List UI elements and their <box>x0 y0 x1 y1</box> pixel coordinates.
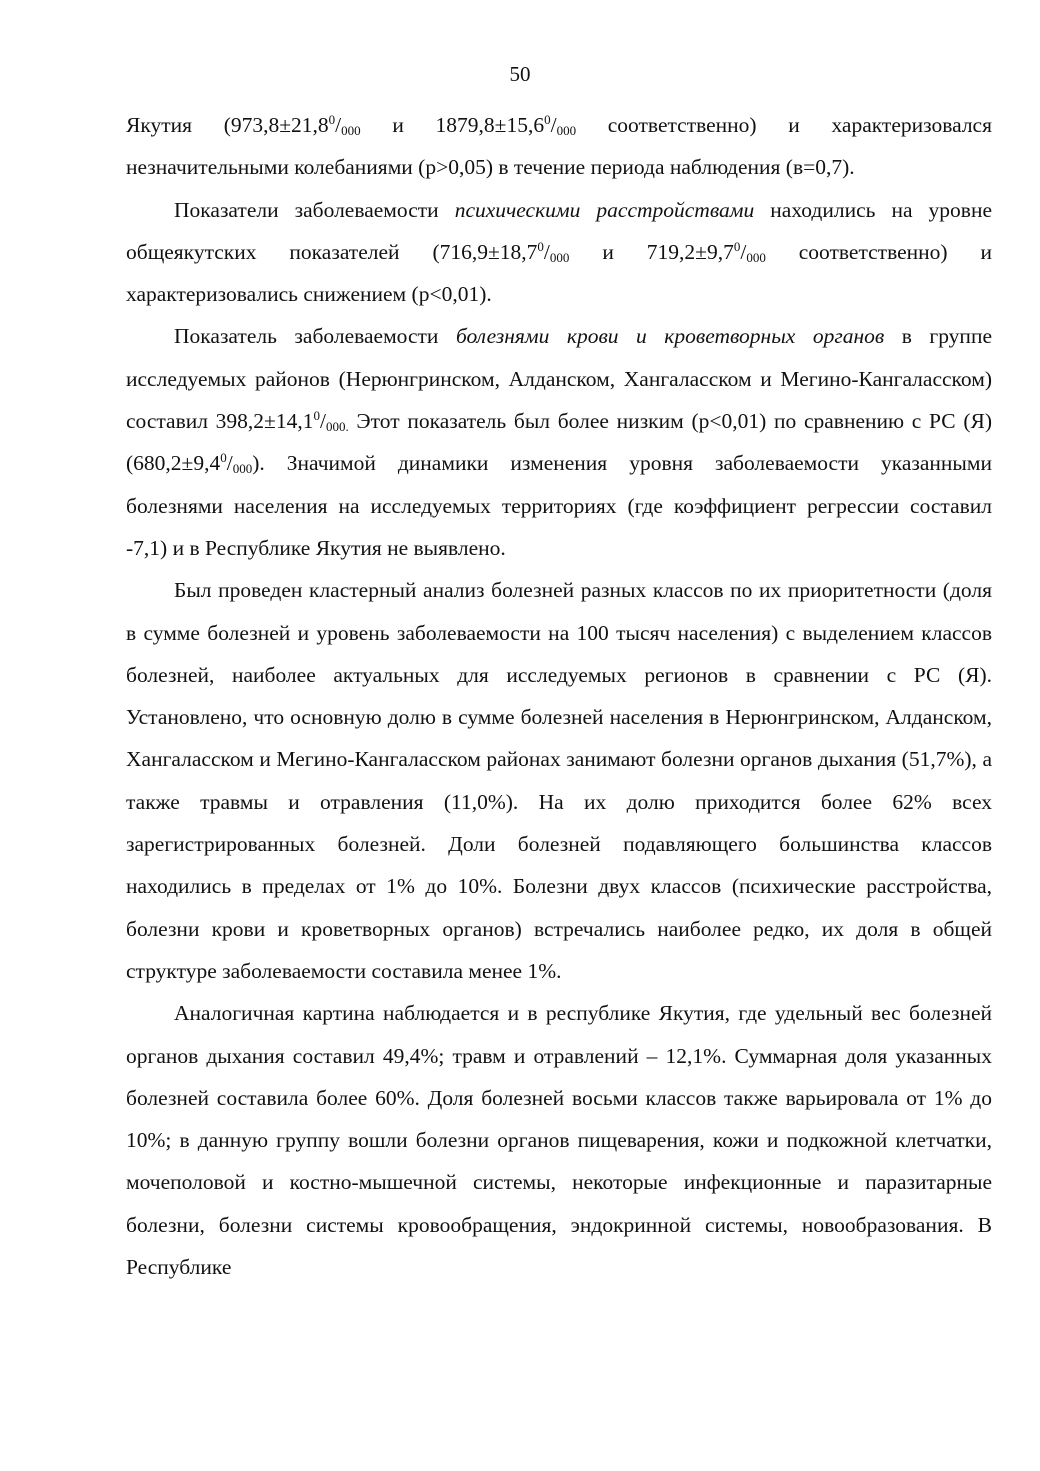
subscript: 000 <box>556 123 577 138</box>
paragraph-1 <box>126 104 992 189</box>
subscript: 000 <box>746 249 766 265</box>
page-number: 50 <box>509 62 531 86</box>
text: Показатель заболеваемости <box>174 324 456 349</box>
text: и 1879,8±15,6 <box>360 113 545 137</box>
subscript: 000 <box>341 123 361 138</box>
superscript: 0 <box>313 408 320 424</box>
text: / <box>740 239 747 264</box>
subscript: 000. <box>325 419 349 435</box>
paragraph-5: Аналогичная картина наблюдается и в республике Якутия, где удельный вес болезней органов дыхания составил 49,4%; травм и отравлений – 12,1%. Суммарная доля указанных болезней составила более 60%. Доля болезней восьми классов также варьировала от 1% до 10%; в данную группу вошли болезни органов пищеварения, кожи и подкожной клетчатки, мочеполовой и костно-мышечной системы, некоторые инфекционные и паразитарные болезни, болезни системы кровообращения, эндокринной системы, новообразования. В Республике <box>126 1001 992 1280</box>
text: и 719,2±9,7 <box>569 239 734 264</box>
superscript: 0 <box>220 450 227 466</box>
superscript: 0 <box>328 112 336 127</box>
italic-term: психическими расстройствами <box>454 197 755 222</box>
paragraph-2 <box>126 189 992 316</box>
text: соответственно) и характеризовался незначительными колебаниями (р>0,05) в течение периода наблюдения (в=0,7). <box>126 113 992 180</box>
superscript: 0 <box>733 238 741 254</box>
paragraph-4: Был проведен кластерный анализ болезней разных классов по их приоритетности (доля в сумме болезней и уровень заболеваемости на 100 тысяч населения) с выделением классов болезней, наиболее актуальных для исследуемых регионов в сравнении с РС (Я). Установлено, что основную долю в сумме болезней населения в Нерюнгринском, Алданском, Хангаласском и Мегино-Кангаласском районах занимают болезни органов дыхания (51,7%), а также травмы и отравления (11,0%). На их долю приходится более 62% всех зарегистрированных болезней. Доли болезней подавляющего большинства классов находились в пределах от 1% до 10%. Болезни двух классов (психические расстройства, болезни крови и кроветворных органов) встречались наиболее редко, их доля в общей структуре заболеваемости составила менее 1%. <box>126 578 992 983</box>
text: Показатели заболеваемости <box>174 197 455 222</box>
text: в группе исследуемых районов (Нерюнгринском, Алданском, Хангаласском и Мегино-Кангаласском) составил 398,2±14,1 <box>126 324 992 434</box>
text: / <box>319 409 326 434</box>
superscript: 0 <box>537 238 544 254</box>
text: / <box>543 239 550 264</box>
text: ). Значимой динамики изменения уровня заболеваемости указанными болезнями населения на исследуемых территориях (где коэффициент регрессии составил -7,1) и в Республике Якутия не выявлено. <box>126 451 992 560</box>
text: соответственно) и характеризовались снижением (р<0,01). <box>126 239 992 307</box>
text: / <box>226 451 233 476</box>
subscript: 000 <box>232 461 253 477</box>
text: / <box>550 113 557 137</box>
italic-term: болезнями крови и кроветворных органов <box>455 324 885 349</box>
subscript: 000 <box>549 249 570 265</box>
text: Этот показатель был более низким (р<0,01) по сравнению с РС (Я) (680,2±9,4 <box>126 409 992 476</box>
paragraph-3 <box>126 315 992 569</box>
document-body <box>126 104 992 1288</box>
text: / <box>335 113 342 137</box>
superscript: 0 <box>544 112 551 127</box>
text: находились на уровне общеякутских показателей (716,9±18,7 <box>126 197 993 264</box>
text: Якутия (973,8±21,8 <box>126 113 329 137</box>
